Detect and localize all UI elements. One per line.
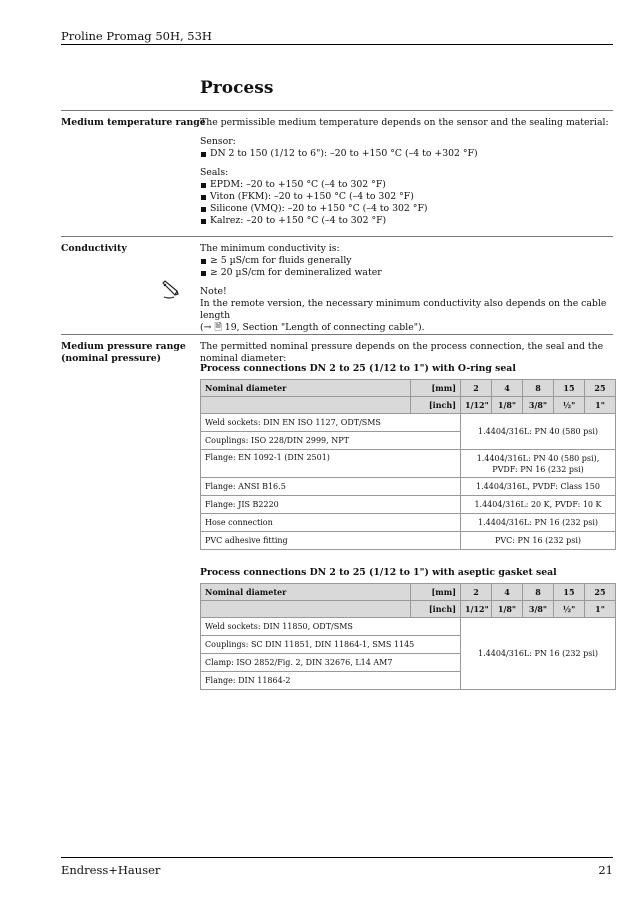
- table-cell: PVC adhesive fitting: [201, 532, 461, 550]
- table-cell: 1.4404/316L: PN 16 (232 psi): [461, 618, 616, 690]
- table-cell: Clamp: ISO 2852/Fig. 2, DIN 32676, L14 AM7: [201, 654, 461, 672]
- pressure-label-line2: (nominal pressure): [61, 353, 162, 364]
- cell-line: PVDF: PN 16 (232 psi): [492, 464, 584, 474]
- table-cell: [461, 450, 616, 478]
- pressure-table-oring: [200, 379, 616, 550]
- header-cell: 25: [585, 584, 616, 601]
- list-item: Viton (FKM): –20 to +150 °C (–4 to 302 °F): [200, 191, 615, 203]
- table2-title: Process connections DN 2 to 25 (1/12 to 1") with aseptic gasket seal: [200, 567, 557, 578]
- table-cell: Weld sockets: DIN 11850, ODT/SMS: [201, 618, 461, 636]
- header-cell: 4: [492, 380, 523, 397]
- table-header-row: [201, 601, 616, 618]
- header-cell: 1/8": [492, 601, 523, 618]
- footer-company: Endress+Hauser: [61, 863, 161, 877]
- conductivity-block: [200, 243, 615, 334]
- header-cell: 1/12": [461, 397, 492, 414]
- cell-line: 1.4404/316L: PN 40 (580 psi),: [476, 453, 600, 463]
- header-cell: [inch]: [411, 397, 461, 414]
- note-text-ref: (→ 🗎 19, Section "Length of connecting cable").: [200, 322, 425, 333]
- header-cell: [mm]: [411, 584, 461, 601]
- table-cell: Couplings: ISO 228/DIN 2999, NPT: [201, 432, 461, 450]
- table-cell: 1.4404/316L: 20 K, PVDF: 10 K: [461, 496, 616, 514]
- list-item: EPDM: –20 to +150 °C (–4 to 302 °F): [200, 179, 615, 191]
- table-row: [201, 532, 616, 550]
- table-cell: PVC: PN 16 (232 psi): [461, 532, 616, 550]
- header-cell: 8: [523, 584, 554, 601]
- table-row: [201, 514, 616, 532]
- temp-block: [200, 117, 615, 227]
- header-cell: [mm]: [411, 380, 461, 397]
- table-cell: Flange: EN 1092-1 (DIN 2501): [201, 450, 461, 478]
- divider: [61, 334, 613, 335]
- header-cell: 15: [554, 380, 585, 397]
- table-cell: Flange: JIS B2220: [201, 496, 461, 514]
- pressure-table-aseptic: [200, 583, 616, 690]
- list-item: DN 2 to 150 (1/12 to 6"): –20 to +150 °C (–4 to +302 °F): [200, 148, 615, 160]
- list-item: ≥ 5 µS/cm for fluids generally: [200, 255, 615, 267]
- table-row: [201, 478, 616, 496]
- header-cell: 4: [492, 584, 523, 601]
- header-cell: ½": [554, 397, 585, 414]
- table-cell: 1.4404/316L: PN 40 (580 psi): [461, 414, 616, 450]
- cond-intro: The minimum conductivity is:: [200, 243, 340, 254]
- table-cell: 1.4404/316L, PVDF: Class 150: [461, 478, 616, 496]
- sensor-label: Sensor:: [200, 136, 236, 147]
- list-item: Kalrez: –20 to +150 °C (–4 to 302 °F): [200, 215, 615, 227]
- list-item: Silicone (VMQ): –20 to +150 °C (–4 to 302 °F): [200, 203, 615, 215]
- header-cell: 15: [554, 584, 585, 601]
- temp-label: Medium temperature range: [61, 117, 206, 128]
- pressure-label: [61, 341, 186, 365]
- conductivity-label: Conductivity: [61, 243, 127, 254]
- header-title: Proline Promag 50H, 53H: [61, 29, 212, 43]
- table-cell: 1.4404/316L: PN 16 (232 psi): [461, 514, 616, 532]
- header-cell: 1/12": [461, 601, 492, 618]
- table-row: [201, 618, 616, 636]
- header-cell: 8: [523, 380, 554, 397]
- table-row: [201, 450, 616, 478]
- header-cell: 3/8": [523, 397, 554, 414]
- table-header-row: [201, 380, 616, 397]
- header-cell: 1": [585, 601, 616, 618]
- note-title: Note!: [200, 286, 227, 297]
- header-cell: Nominal diameter: [201, 380, 411, 397]
- header-cell: [inch]: [411, 601, 461, 618]
- section-title: Process: [200, 78, 274, 98]
- pressure-label-line1: Medium pressure range: [61, 341, 186, 352]
- table-cell: Couplings: SC DIN 11851, DIN 11864-1, SMS 1145: [201, 636, 461, 654]
- header-cell: ½": [554, 601, 585, 618]
- page-number: 21: [598, 863, 613, 877]
- header-rule: [61, 44, 613, 45]
- header-cell: 25: [585, 380, 616, 397]
- header-cell: 1": [585, 397, 616, 414]
- table-row: [201, 496, 616, 514]
- header-cell: [201, 397, 411, 414]
- pencil-note-icon: [160, 280, 182, 300]
- note-text: In the remote version, the necessary minimum conductivity also depends on the cable length: [200, 298, 607, 321]
- seals-label: Seals:: [200, 167, 229, 178]
- header-cell: 2: [461, 380, 492, 397]
- list-item: ≥ 20 µS/cm for demineralized water: [200, 267, 615, 279]
- header-cell: 3/8": [523, 601, 554, 618]
- table1-title: Process connections DN 2 to 25 (1/12 to 1") with O-ring seal: [200, 363, 516, 374]
- divider: [61, 110, 613, 111]
- header-cell: [201, 601, 411, 618]
- table-row: [201, 414, 616, 432]
- table-cell: Flange: DIN 11864-2: [201, 672, 461, 690]
- table-header-row: [201, 397, 616, 414]
- table-header-row: [201, 584, 616, 601]
- header-cell: 2: [461, 584, 492, 601]
- pressure-intro: The permitted nominal pressure depends on the process connection, the seal and the nominal diameter:: [200, 341, 604, 364]
- temp-intro: The permissible medium temperature depends on the sensor and the sealing material:: [200, 117, 609, 128]
- table-cell: Weld sockets: DIN EN ISO 1127, ODT/SMS: [201, 414, 461, 432]
- table-cell: Flange: ANSI B16.5: [201, 478, 461, 496]
- divider: [61, 236, 613, 237]
- header-cell: 1/8": [492, 397, 523, 414]
- header-cell: Nominal diameter: [201, 584, 411, 601]
- footer-rule: [61, 857, 613, 858]
- table-cell: Hose connection: [201, 514, 461, 532]
